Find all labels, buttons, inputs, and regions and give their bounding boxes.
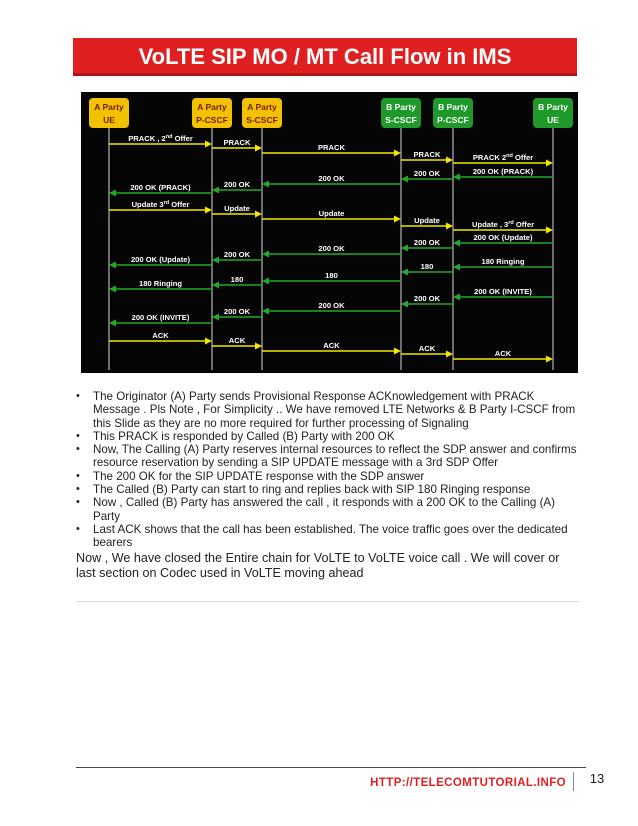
message-label: Update , 3rd Offer [471, 220, 535, 229]
message-label: 200 OK (PRACK) [472, 167, 534, 176]
node-box [381, 98, 421, 128]
message-label: 200 OK [318, 301, 345, 310]
arrow-head [453, 294, 460, 301]
page-number-separator [573, 772, 574, 791]
footer-website-link[interactable]: HTTP://TELECOMTUTORIAL.INFO [370, 777, 566, 789]
node-label: S-CSCF [246, 115, 278, 125]
arrow-head [453, 264, 460, 271]
message-label: 180 Ringing [138, 279, 183, 288]
message-label: 200 OK [413, 294, 441, 303]
bullet-item: • This PRACK is responded by Called (B) Party with 200 OK [76, 430, 580, 443]
arrow-head [546, 160, 553, 167]
arrow-head [255, 343, 262, 350]
arrow-head [109, 262, 116, 269]
node-label: B Party [538, 102, 568, 112]
arrow-head [109, 286, 116, 293]
message-label: 200 OK [413, 238, 441, 247]
node-label: P-CSCF [196, 115, 228, 125]
bullet-list [76, 390, 580, 550]
message-label: 180 Ringing [481, 257, 525, 266]
arrow-head [212, 314, 219, 321]
node-label: S-CSCF [385, 115, 417, 125]
message-label: 200 OK [318, 174, 345, 183]
message-label: 200 OK [223, 250, 251, 259]
node-label: B Party [386, 102, 416, 112]
call-flow-svg [81, 92, 578, 373]
message-label: 180 [230, 275, 244, 284]
message-label: ACK [323, 341, 340, 350]
footer-divider [76, 767, 586, 768]
sip-call-flow-diagram [81, 92, 578, 373]
arrow-head [262, 251, 269, 258]
arrow-head [262, 181, 269, 188]
node-label: B Party [438, 102, 468, 112]
message-label: PRACK [413, 150, 441, 159]
bullet-item: • Last ACK shows that the call has been established. The voice traffic goes over the dedicated bearers [76, 523, 580, 550]
message-label: PRACK [223, 138, 251, 147]
arrow-head [446, 223, 453, 230]
message-label: 200 OK (Update) [473, 233, 533, 242]
message-label: PRACK 2nd Offer [472, 153, 534, 162]
message-label: PRACK , 2nd Offer [128, 134, 193, 143]
arrow-head [205, 338, 212, 345]
arrow-head [401, 269, 408, 276]
message-label: ACK [418, 344, 436, 353]
arrow-head [394, 216, 401, 223]
arrow-head [212, 187, 219, 194]
message-label: 200 OK [413, 169, 441, 178]
message-label: 180 [325, 271, 338, 280]
message-label: 200 OK [223, 307, 251, 316]
arrow-head [453, 240, 460, 247]
message-label: 200 OK (INVITE) [131, 313, 190, 322]
message-label: Update [414, 216, 440, 225]
page-number: 13 [589, 771, 605, 786]
message-label: ACK [228, 336, 246, 345]
arrow-head [262, 278, 269, 285]
node-box [192, 98, 232, 128]
arrow-head [109, 190, 116, 197]
arrow-head [446, 157, 453, 164]
arrow-head [212, 257, 219, 264]
arrow-head [401, 176, 408, 183]
arrow-head [546, 227, 553, 234]
message-label: Update [224, 204, 250, 213]
bullet-item: • Now , Called (B) Party has answered the call , it responds with a 200 OK to the Calling (A) Party [76, 496, 580, 523]
message-label: 180 [420, 262, 434, 271]
message-label: 200 OK (Update) [130, 255, 191, 264]
arrow-head [262, 308, 269, 315]
arrow-head [394, 150, 401, 157]
node-box [533, 98, 573, 128]
arrow-head [255, 211, 262, 218]
bullet-item: • The 200 OK for the SIP UPDATE response with the SDP answer [76, 470, 580, 483]
message-label: ACK [152, 331, 169, 340]
message-label: Update 3rd Offer [131, 200, 190, 209]
node-label: UE [103, 115, 115, 125]
node-label: A Party [197, 102, 227, 112]
divider [76, 601, 578, 602]
arrow-head [205, 141, 212, 148]
arrow-head [109, 320, 116, 327]
node-label: UE [547, 115, 559, 125]
arrow-head [212, 282, 219, 289]
arrow-head [401, 301, 408, 308]
node-label: P-CSCF [437, 115, 469, 125]
arrow-head [401, 245, 408, 252]
node-label: A Party [247, 102, 277, 112]
page-title: VoLTE SIP MO / MT Call Flow in IMS [73, 38, 577, 76]
arrow-head [205, 207, 212, 214]
node-box [89, 98, 129, 128]
arrow-head [446, 351, 453, 358]
node-box [242, 98, 282, 128]
message-label: 200 OK (INVITE) [474, 287, 532, 296]
arrow-head [453, 174, 460, 181]
message-label: PRACK [317, 143, 346, 152]
message-label: Update [318, 209, 345, 218]
message-label: ACK [494, 349, 512, 358]
closing-paragraph: Now , We have closed the Entire chain for VoLTE to VoLTE voice call . We will cover or last section on Codec used in VoLTE moving ahead [76, 551, 560, 580]
message-label: 200 OK [223, 180, 251, 189]
arrow-head [394, 348, 401, 355]
bullet-item: • The Originator (A) Party sends Provisional Response ACKnowledgement with PRACK Message . Pls Note , For Simplicity .. We have removed LTE Networks & B Party I-CSCF from this Slide as they are no more required for further processing of Signaling [76, 390, 580, 430]
arrow-head [546, 356, 553, 363]
message-label: 200 OK (PRACK) [130, 183, 191, 192]
bullet-item: • The Called (B) Party can start to ring and replies back with SIP 180 Ringing response [76, 483, 580, 496]
bullet-item: • Now, The Calling (A) Party reserves internal resources to reflect the SDP answer and confirms resource reservation by sending a SIP UPDATE message with a 3rd SDP Offer [76, 443, 580, 470]
node-label: A Party [94, 102, 124, 112]
node-box [433, 98, 473, 128]
message-label: 200 OK [318, 244, 345, 253]
arrow-head [255, 145, 262, 152]
